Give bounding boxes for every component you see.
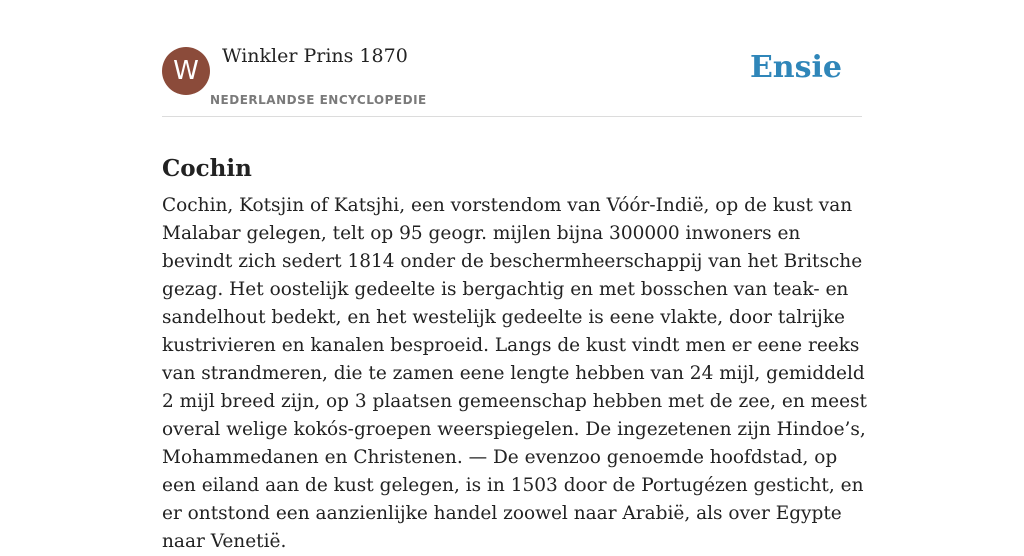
brand-logo[interactable]: Ensie (749, 50, 842, 85)
avatar[interactable]: W (162, 47, 210, 95)
article-body: Cochin, Kotsjin of Katsjhi, een vorstendom van Vóór-Indië, op de kust van Malabar gelegen, telt op 95 geogr. mijlen bijna 300000 inwoners en bevindt zich sedert 1814 onder de beschermheerschappij van het Britsche gezag. Het oostelijk gedeelte is bergachtig en met bosschen van teak- en sandelhout bedekt, en het westelijk gedeelte is eene vlakte, door talrijke kustrivieren en kanalen besproeid. Langs de kust vindt men er eene reeks van strandmeren, die te zamen eene lengte hebben van 24 mijl, gemiddeld 2 mijl breed zijn, op 3 plaatsen gemeenschap hebben met de zee, en meest overal welige kokós-groepen weerspiegelen. De ingezetenen zijn Hindoe’s, Mohammedanen en Christenen. — De evenzoo genoemde hoofdstad, op een eiland aan de kust gelegen, is in 1503 door de Portugézen gesticht, en er ontstond een aanzienlijke handel zoowel naar Arabië, als over Egypte naar Venetië. (162, 195, 867, 552)
source-title[interactable]: Winkler Prins 1870 (222, 45, 408, 67)
source-subtitle: NEDERLANDSE ENCYCLOPEDIE (210, 93, 427, 107)
header (162, 40, 862, 117)
article-title: Cochin (162, 155, 252, 183)
